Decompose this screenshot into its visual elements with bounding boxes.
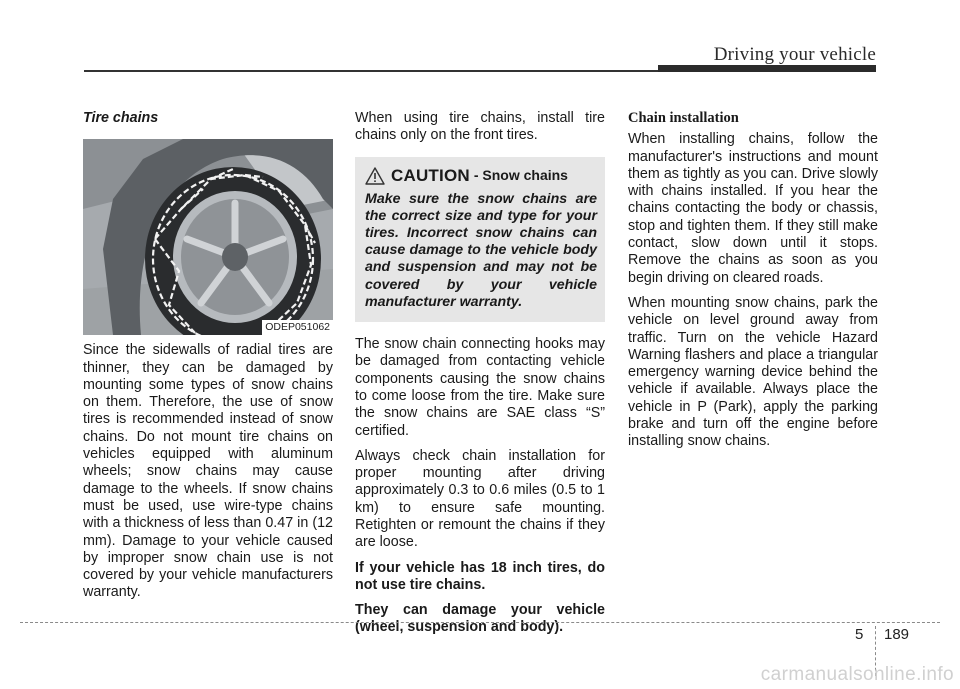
chapter-number: 5	[855, 626, 864, 643]
section-title-tire-chains: Tire chains	[83, 110, 159, 126]
right-paragraph-installing: When installing chains, follow the manufacturer's instructions and mount them as tightly as you can. Drive slowly with chains installed. If you hear the chains contacting the body or chassis, stop and tighten them. If they still make contact, slow down until it stops. Remove the chains as soon as you begin driving on cleared roads.	[628, 131, 878, 286]
caution-label: CAUTION	[391, 165, 470, 185]
middle-warning-damage: They can damage your vehicle (wheel, suspension and body).	[355, 602, 605, 636]
middle-warning-18-inch: If your vehicle has 18 inch tires, do not use tire chains.	[355, 559, 605, 593]
caution-subtitle: - Snow chains	[473, 166, 568, 183]
running-header-title: Driving your vehicle	[713, 44, 876, 65]
tire-chain-illustration	[83, 139, 333, 335]
column-right	[628, 110, 878, 459]
caution-text: Make sure the snow chains are the correct size and type for your tires. Incorrect snow chains can cause damage to the vehicle body and suspension and may not be covered by your vehicle manufacturer warranty.	[365, 190, 597, 310]
middle-paragraph-hooks: The snow chain connecting hooks may be damaged from contacting vehicle components causing the snow chains to come loose from the tire. Make sure the snow chains are SAE class “S” certified.	[355, 336, 605, 439]
right-paragraph-mounting: When mounting snow chains, park the vehicle on level ground away from traffic. Turn on the vehicle Hazard Warning flashers and place a triangular emergency warning device behind the vehicle if available. Always place the vehicle in P (Park), apply the parking brake and turn off the engine before installing snow chains.	[628, 294, 878, 450]
figure-code: ODEP051062	[262, 320, 333, 335]
header-rule-accent	[658, 65, 876, 72]
watermark: carmanualsonline.info	[760, 664, 954, 685]
footer-rule	[20, 622, 940, 623]
left-paragraph: Since the sidewalls of radial tires are thinner, they can be damaged by mounting some types of snow chains on them. Therefore, the use of snow tires is recommended instead of snow chains. Do not mount tire chains on vehicles equipped with aluminum wheels; snow chains may cause damage to the wheels. If snow chains must be used, use wire-type chains with a thickness of less than 0.47 in (12 mm). Damage to your vehicle caused by improper snow chain use is not covered by your vehicle manufacturers warranty.	[83, 342, 333, 601]
column-left	[83, 110, 333, 610]
caution-header	[365, 167, 597, 185]
warning-triangle-icon	[365, 167, 385, 185]
column-middle	[355, 110, 605, 645]
middle-paragraph-check: Always check chain installation for proper mounting after driving approximately 0.3 to 0.6 miles (0.5 to 1 km) to ensure safe mounting. Retighten or remount the chains if they are loose.	[355, 447, 605, 551]
tire-with-chain-image	[83, 139, 333, 335]
section-title-chain-installation: Chain installation	[628, 110, 739, 126]
caution-box	[355, 157, 605, 322]
middle-intro: When using tire chains, install tire chains only on the front tires.	[355, 110, 605, 144]
page-number: 189	[884, 626, 910, 643]
